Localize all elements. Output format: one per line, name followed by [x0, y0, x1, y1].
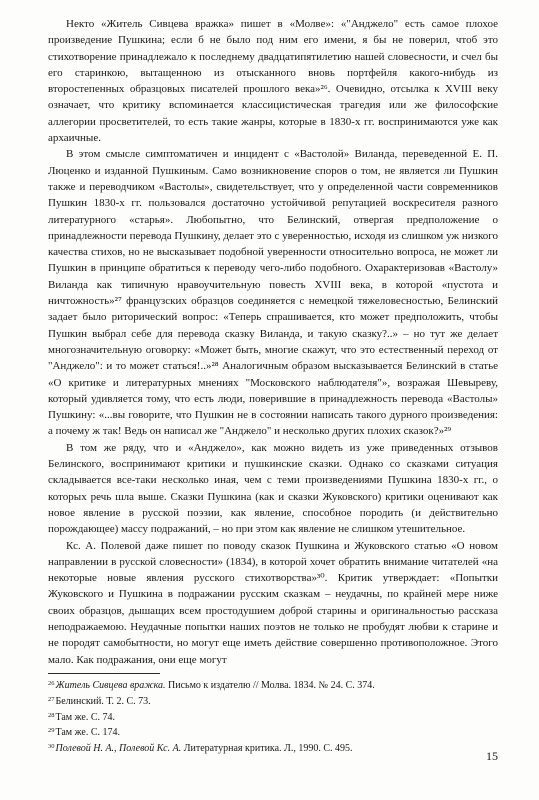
- footnote-text: Литературная критика. Л., 1990. С. 495.: [181, 743, 353, 755]
- main-text: [48, 16, 498, 668]
- footnote-29: [48, 724, 498, 740]
- footnote-text: Там же. С. 74.: [55, 711, 116, 723]
- footnotes: [48, 677, 498, 756]
- footnote-number: 30: [48, 743, 55, 751]
- paragraph-3: В том же ряду, что и «Анджело», как можно видеть из уже приведенных отзывов Белинского, воспринимают критики и пушкинские сказки. Однако со сказками ситуация складывается все-таки несколько иная, чем с теми произведениями Пушкина 1830-х гг., о которых речь шла выше. Сказки Пушкина (как и сказки Жуковского) критики оценивают как новое явление в русской поэзии, как явление, способное породить (и действительно порождающее) массу подражаний, – но при этом как явление не слишком утешительное.: [48, 441, 498, 536]
- footnote-text: Белинский. Т. 2. С. 73.: [55, 695, 151, 707]
- paragraph-4: Кс. А. Полевой даже пишет по поводу сказок Пушкина и Жуковского статью «О новом направлении в русской словесности» (1834), в которой хочет обратить внимание читателей «на некоторые новые явления русского стихотворства»³⁰. Критик утверждает: «Попытки Жуковского и Пушкина в подражании русским сказкам – неудачны, по крайней мере ниже своих образцов, дышащих всем простодушием доброй старины и оригинальностью рассказа неподражаемою. Неудачные попытки наших поэтов не только не пробудят любви к старине и не породят самобытности, но могут еще иметь действие совершенно противоположное. Этого мало. Как подражания, они еще могут: [48, 539, 498, 666]
- footnote-number: 28: [48, 711, 55, 719]
- footnote-number: 26: [48, 680, 55, 687]
- footnote-author: Полевой Н. А., Полевой Кс. А.: [55, 743, 182, 755]
- footnote-27: [48, 693, 498, 709]
- footnote-divider: [48, 673, 160, 674]
- paragraph-2: В этом смысле симптоматичен и инцидент с «Вастолой» Виланда, переведенной Е. П. Люценко и изданной Пушкиным. Само возникновение споров о том, не является ли Пушкин также и переводчиком «Вастолы», свидетельствует, что у определенной части современников Пушкин 1830-х гг. пользовался достаточно устойчивой репутацией воскресителя разного литературного «старья». Любопытно, что Белинский, отвергая предположение о принадлежности перевода Пушкину, делает это с уверенностью, исходя из слишком уж низкого качества стихов, но не высказывает подобной уверенности относительно вопроса, не может ли Пушкин в принципе обратиться к переводу чего-либо подобного. Охарактеризовав «Вастолу» Виланда как типичную нравоучительную повесть XVIII века, в которой «пустота и ничтожность»²⁷ французских образцов соединяется с немецкой тяжеловесностью, Белинский задает было риторический вопрос: «Теперь спрашивается, кто может предположить, чтобы Пушкин выбрал себе для перевода сказку Виланда, и такую сказку?..» – но тут же делает многозначительную оговорку: «Может быть, многие скажут, что это естественный переход от "Анджело": и то может статься!..»²⁸ Аналогичным образом высказывается Белинский в статье «О критике и литературных мнениях "Московского наблюдателя"», возражая Шевыреву, который удивляется тому, что есть люди, поверившие в принадлежность перевода «Вастолы» Пушкину: «...вы говорите, что Пушкин не в состоянии написать такого дурного произведения: а почему ж так! Ведь он написал же "Анджело" и несколько других плохих сказок?»²⁹: [48, 148, 498, 438]
- footnote-26: [48, 677, 498, 693]
- footnote-text: Там же. С. 174.: [55, 727, 121, 739]
- footnote-number: 29: [48, 727, 55, 735]
- paragraph-1: Некто «Житель Сивцева вражка» пишет в «Молве»: «"Анджело" есть самое плохое произведение Пушкина; если б не было под ним его имени, я бы не поверил, чтоб это стихотворение принадлежало к последнему двадцатипятилетию нашей словесности, и счел бы его старинкою, вытащенною из отысканного вновь портфейля какого-нибудь из второстепенных образцовых писателей прошлого века»²⁶. Очевидно, отсылка к XVIII веку означает, что критику вспоминается классицистическая трагедия или же философские аллегории просветителей, то есть такие жанры, которые в 1830-х гг. воспринимаются уже как архаичные.: [48, 18, 498, 145]
- footnote-number: 27: [48, 695, 55, 703]
- footnote-text: Письмо к издателю // Молва. 1834. № 24. С. 374.: [165, 680, 375, 691]
- page-number: 15: [486, 749, 498, 763]
- footnote-28: [48, 709, 498, 725]
- footnote-30: [48, 740, 498, 756]
- footnote-author: Житель Сивцева вражка.: [55, 680, 166, 691]
